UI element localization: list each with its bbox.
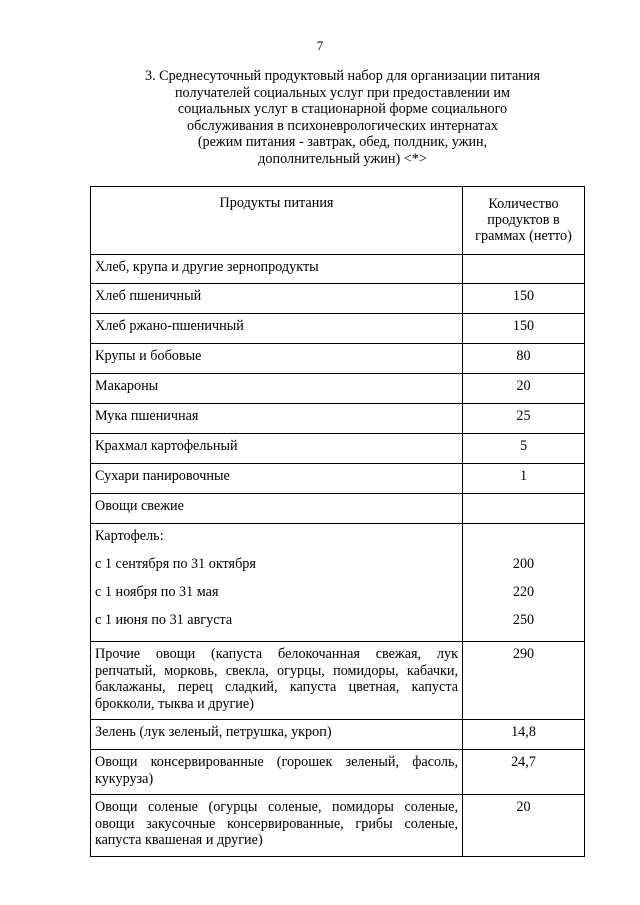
table-row (91, 750, 585, 795)
product-name: Зелень (лук зеленый, петрушка, укроп) (91, 720, 463, 750)
potato-period: с 1 ноября по 31 мая (95, 584, 219, 600)
product-quantity: 20 (463, 374, 585, 404)
product-name: Овощи свежие (91, 494, 463, 524)
table-row (91, 434, 585, 464)
product-name: Хлеб, крупа и другие зернопродукты (91, 255, 463, 284)
table-row (91, 255, 585, 284)
product-quantity: 1 (463, 464, 585, 494)
table-row (91, 494, 585, 524)
document-title (100, 68, 585, 168)
potato-cell (91, 524, 463, 642)
product-name: Овощи соленые (огурцы соленые, помидоры соленые, овощи закусочные консервированные, грибы соленые, капуста квашеная и другие) (91, 795, 463, 857)
product-quantity: 25 (463, 404, 585, 434)
table-row (91, 464, 585, 494)
product-quantity: 250 (512, 612, 535, 628)
title-line: 3. Среднесуточный продуктовый набор для организации питания (144, 68, 541, 84)
product-quantity: 5 (463, 434, 585, 464)
product-name: Сухари панировочные (91, 464, 463, 494)
table-row (91, 284, 585, 314)
product-name: Хлеб ржано-пшеничный (91, 314, 463, 344)
title-line: обслуживания в психоневрологических интернатах (187, 117, 498, 134)
product-quantity: 150 (463, 314, 585, 344)
table-row (91, 314, 585, 344)
potato-label: Картофель: (95, 528, 164, 544)
product-name: Макароны (91, 374, 463, 404)
product-quantity: 200 (512, 556, 535, 572)
product-quantity: 20 (463, 795, 585, 857)
title-line: получателей социальных услуг при предоставлении им (174, 84, 511, 101)
table-row-potato (91, 524, 585, 642)
product-name: Хлеб пшеничный (91, 284, 463, 314)
product-quantity: 24,7 (463, 750, 585, 795)
product-name: Крупы и бобовые (91, 344, 463, 374)
table-row (91, 404, 585, 434)
potato-quantity-cell (463, 524, 585, 642)
title-line: дополнительный ужин) <*> (258, 150, 427, 167)
table-row (91, 344, 585, 374)
header-products: Продукты питания (91, 187, 463, 255)
product-quantity: 290 (463, 642, 585, 720)
product-name: Овощи консервированные (горошек зеленый, фасоль, кукуруза) (91, 750, 463, 795)
food-set-table (90, 186, 585, 857)
product-quantity: 220 (512, 584, 535, 600)
product-quantity: 14,8 (463, 720, 585, 750)
table-row (91, 795, 585, 857)
potato-period: с 1 июня по 31 августа (95, 612, 233, 628)
title-line: социальных услуг в стационарной форме социального (177, 101, 508, 118)
table-header-row (91, 187, 585, 255)
product-quantity: 80 (463, 344, 585, 374)
product-name: Крахмал картофельный (91, 434, 463, 464)
table-row (91, 374, 585, 404)
product-quantity (463, 494, 585, 524)
product-quantity: 150 (463, 284, 585, 314)
title-line: (режим питания - завтрак, обед, полдник, ужин, (197, 134, 488, 151)
product-name: Мука пшеничная (91, 404, 463, 434)
header-quantity: Количество продуктов в граммах (нетто) (463, 187, 585, 255)
table-row (91, 720, 585, 750)
potato-period: с 1 сентября по 31 октября (95, 556, 256, 572)
page-number: 7 (316, 38, 324, 53)
product-quantity (463, 255, 585, 284)
product-name: Прочие овощи (капуста белокочанная свежая, лук репчатый, морковь, свекла, огурцы, помидоры, кабачки, баклажаны, перец сладкий, капуста цветная, капуста брокколи, тыква и другие) (91, 642, 463, 720)
table-row (91, 642, 585, 720)
